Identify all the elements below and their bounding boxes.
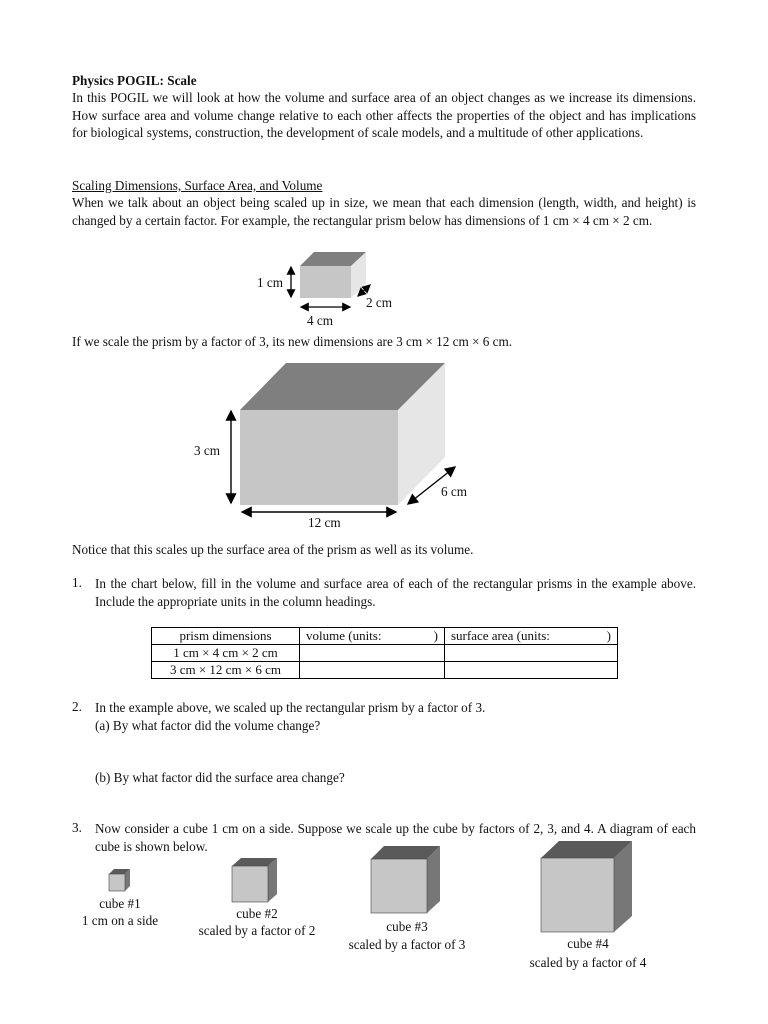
q3-number: 3. — [72, 820, 82, 835]
table-row — [152, 662, 618, 679]
cube-1-shape — [109, 869, 130, 891]
header-volume-label: volume (units: — [306, 628, 382, 643]
q2-number: 2. — [72, 699, 82, 714]
chart-header-row — [152, 628, 618, 645]
large-prism-depth-label: 6 cm — [441, 484, 468, 499]
intro-paragraph: In this POGIL we will look at how the volume and surface area of an object changes as we increase its dimensions. How surface area and volume change relative to each other affects the properties of the object and has implications for biological systems, construction, the development of scale models, and a multitude of other applications. — [72, 90, 696, 140]
header-surface-area[interactable] — [445, 628, 618, 645]
header-volume-close: ) — [433, 628, 438, 643]
row1-dimensions: 1 cm × 4 cm × 2 cm — [152, 645, 300, 662]
q2a-text: (a) By what factor did the volume change? — [95, 718, 321, 733]
small-prism-front-face — [300, 266, 351, 298]
cube-2-desc: scaled by a factor of 2 — [198, 923, 316, 938]
q1-number: 1. — [72, 575, 82, 590]
cube-1-name: cube #1 — [99, 896, 141, 911]
scale-sentence: If we scale the prism by a factor of 3, its new dimensions are 3 cm × 12 cm × 6 cm. — [72, 334, 513, 349]
cube-4-name: cube #4 — [567, 936, 609, 951]
prism-chart — [151, 627, 618, 679]
cube-3-desc: scaled by a factor of 3 — [348, 937, 466, 952]
cube-4-shape — [541, 841, 632, 932]
cube-4-desc: scaled by a factor of 4 — [529, 955, 647, 970]
large-prism-height-label: 3 cm — [194, 443, 221, 458]
large-prism-length-label: 12 cm — [308, 515, 341, 530]
cube-3-name: cube #3 — [386, 919, 428, 934]
small-prism-depth-label: 2 cm — [366, 295, 393, 310]
cube-2-name: cube #2 — [236, 906, 278, 921]
small-prism-height-label: 1 cm — [257, 275, 284, 290]
q2-text: In the example above, we scaled up the rectangular prism by a factor of 3. — [95, 700, 486, 715]
cube-2-shape — [232, 858, 277, 902]
row2-volume-cell[interactable] — [300, 662, 445, 679]
q1-text: In the chart below, fill in the volume and surface area of each of the rectangular prisms in the example above. Include the appropriate units in the column headings. — [95, 576, 696, 609]
q2b-text: (b) By what factor did the surface area change? — [95, 770, 345, 785]
header-volume[interactable] — [300, 628, 445, 645]
section-heading: Scaling Dimensions, Surface Area, and Volume — [72, 178, 323, 193]
row1-area-cell[interactable] — [445, 645, 618, 662]
cube-3-shape — [371, 846, 440, 913]
page-title: Physics POGIL: Scale — [72, 73, 197, 88]
header-surface-area-label: surface area (units: — [451, 628, 550, 643]
row1-volume-cell[interactable] — [300, 645, 445, 662]
header-prism-dimensions: prism dimensions — [152, 628, 300, 645]
row2-area-cell[interactable] — [445, 662, 618, 679]
cube-1-desc: 1 cm on a side — [81, 913, 159, 928]
notice-sentence: Notice that this scales up the surface area of the prism as well as its volume. — [72, 542, 474, 557]
section-paragraph: When we talk about an object being scaled up in size, we mean that each dimension (length, width, and height) is changed by a certain factor. For example, the rectangular prism below has dimensions of 1 cm × 4 cm × 2 cm. — [72, 195, 696, 228]
small-prism-length-label: 4 cm — [307, 313, 334, 328]
q3-text: Now consider a cube 1 cm on a side. Suppose we scale up the cube by factors of 2, 3, and 4. A diagram of each cube is shown below. — [95, 821, 696, 854]
header-surface-area-close: ) — [606, 628, 611, 643]
large-prism-front-face — [240, 410, 398, 505]
row2-dimensions: 3 cm × 12 cm × 6 cm — [152, 662, 300, 679]
table-row — [152, 645, 618, 662]
